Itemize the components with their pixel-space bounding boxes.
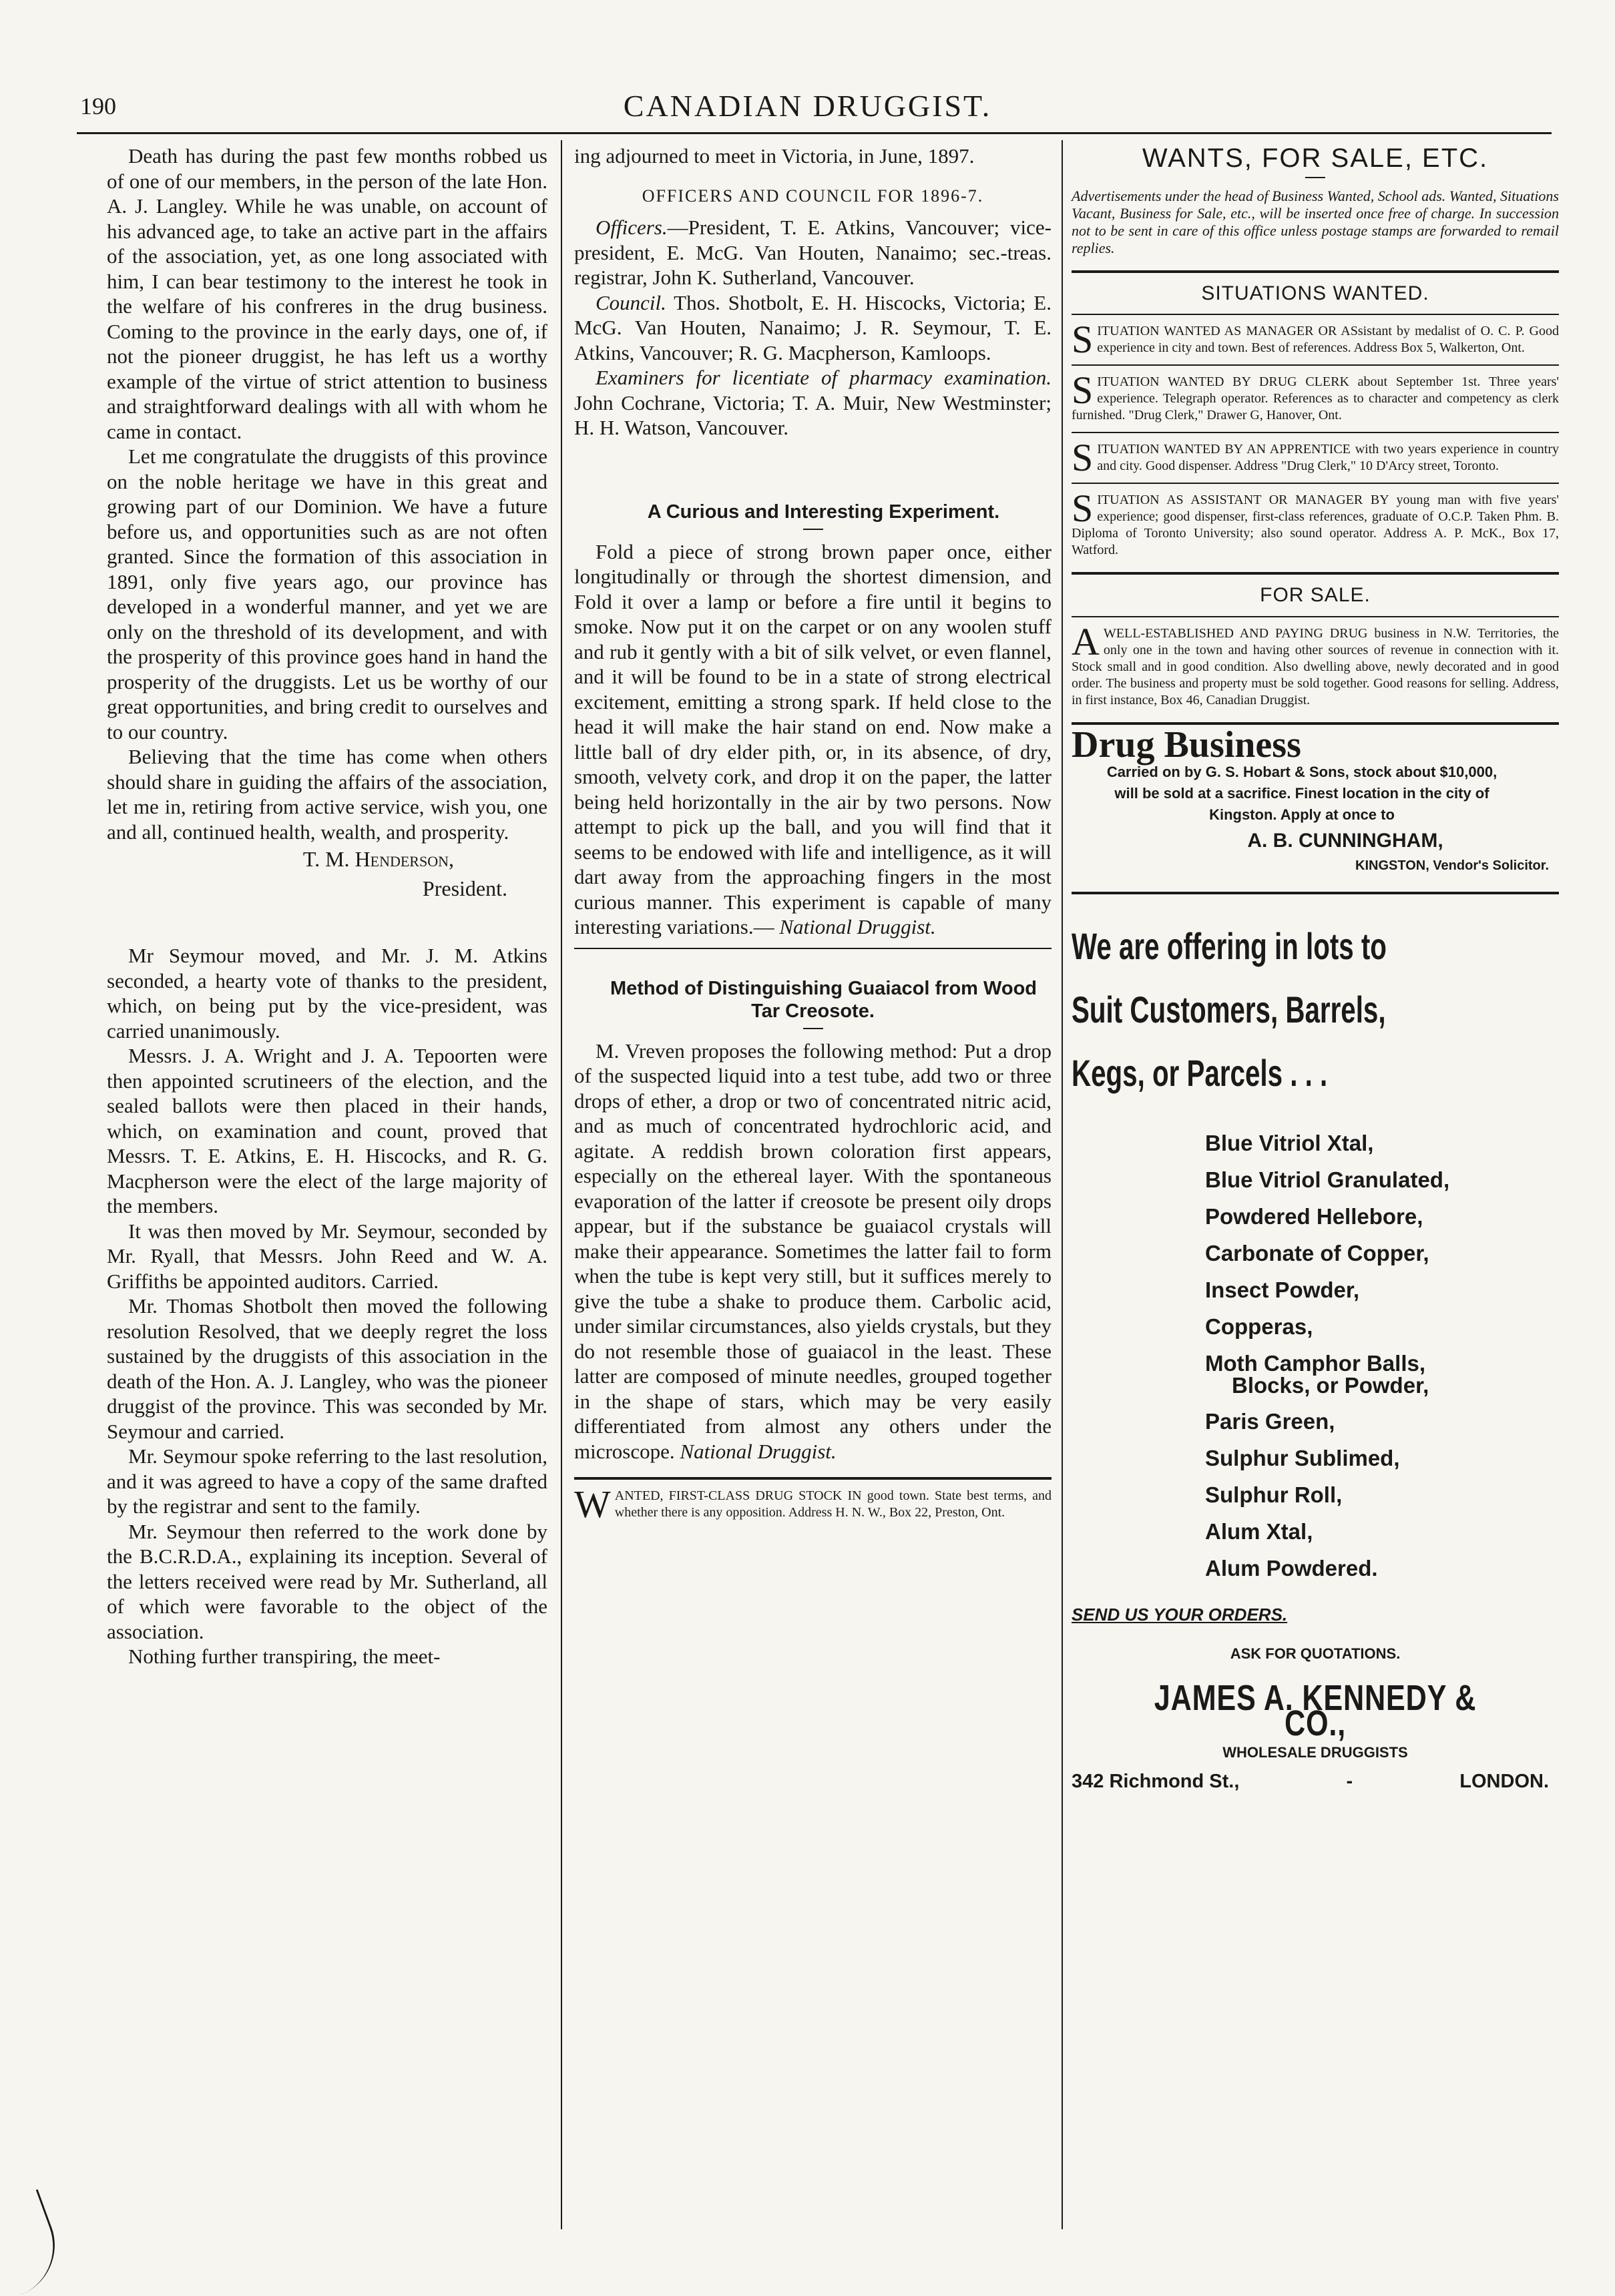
examiners-paragraph: [574, 365, 1052, 441]
council-text: Thos. Shotbolt, E. H. Hiscocks, Victoria; E. McG. Van Houten, Nanaimo; J. R. Seymour, T. E. Atkins, Vancouver; R. G. Macpherson, Kamloops.: [574, 290, 1052, 364]
examiners-text: John Cochrane, Victoria; T. A. Muir, New Westminster; H. H. Watson, Vancouver.: [574, 390, 1052, 439]
list-item: Sulphur Roll,: [1205, 1482, 1343, 1507]
guaiacol-source: National Druggist.: [680, 1439, 837, 1463]
column-3: [1072, 144, 1559, 1794]
offer-heading: [1072, 914, 1423, 1105]
situation-ad: [1072, 487, 1559, 559]
officers-label: Officers.: [596, 216, 668, 239]
signature-title: President.: [422, 876, 507, 900]
heading-dash: [803, 1028, 823, 1029]
drug-business-text: Carried on by G. S. Hobart & Sons, stock about $10,000, will be sold at a sacrifice. Finest location in the city of Kingston. Apply at once to: [1106, 764, 1497, 823]
council-paragraph: [574, 290, 1052, 366]
company-city: LONDON.: [1459, 1770, 1549, 1792]
list-item: Insect Powder,: [1205, 1277, 1360, 1302]
section-rule: [1072, 572, 1559, 575]
experiment-heading: A Curious and Interesting Experiment.: [647, 501, 1000, 523]
send-orders: SEND US YOUR ORDERS.: [1072, 1605, 1288, 1625]
column-divider-2: [1062, 140, 1063, 2229]
signature-name: T. M. Henderson,: [302, 847, 454, 871]
section-rule: [1072, 483, 1559, 484]
company-address-row: [1072, 1769, 1559, 1795]
heading-dash: [803, 529, 823, 530]
column-divider-1: [561, 140, 562, 2229]
column-1: [107, 144, 547, 1669]
section-rule: [1072, 314, 1559, 315]
council-label: Council.: [596, 290, 666, 314]
experiment-paragraph: [574, 539, 1052, 940]
wanted-ad: [574, 1482, 1052, 1526]
offer-line: We are offering in lots to: [1072, 925, 1387, 967]
list-item: Moth Camphor Balls,: [1205, 1351, 1426, 1376]
guaiacol-heading: Method of Distinguishing Guaiacol from Wood Tar Creosote.: [610, 977, 1037, 1022]
officers-heading: OFFICERS AND COUNCIL FOR 1896-7.: [642, 186, 984, 206]
wanted-ad-text: ANTED, FIRST-CLASS DRUG STOCK IN good town. State best terms, and whether there is any opposition. Address H. N. W., Box 22, Preston, Ont.: [614, 1488, 1052, 1520]
paragraph: Mr Seymour moved, and Mr. J. M. Atkins seconded, a hearty vote of thanks to the president, which, on being put by the vice-president, was carried unanimously.: [107, 944, 547, 1043]
list-item: Powdered Hellebore,: [1205, 1204, 1423, 1229]
paragraph: Mr. Seymour spoke referring to the last resolution, and it was agreed to have a copy of the same drafted by the registrar and sent to the family.: [107, 1444, 547, 1518]
experiment-source: National Druggist.: [779, 915, 936, 938]
company-name: JAMES A. KENNEDY & CO.,: [1154, 1678, 1477, 1743]
paragraph: Mr. Thomas Shotbolt then moved the following resolution Resolved, that we deeply regret the loss sustained by the druggists of this association in the death of the Hon. A. J. Langley, who was the pioneer druggist of the province. This was seconded by Mr. Seymour and carried.: [107, 1294, 547, 1443]
guaiacol-text: M. Vreven proposes the following method: Put a drop of the suspected liquid into a test tube, add two or three drops of ether, a drop or two of concentrated nitric acid, and as much of concentrated hydrochloric acid, and agitate. A reddish brown coloration first appears, especially on the ethereal layer. With the spontaneous evaporation of the latter if creosote be present oily drops appear, but if the substance be guaiacol crystals will make their appearance. Sometimes the latter fail to form when the tube is kept very still, but it suffices merely to give the tube a shake to produce them. Carbolic acid, under similar circumstances, also yields crystals, but they do not resemble those of guaiacol in the least. These latter are composed of minute needles, grouped together in the shape of stars, which may be very easily differentiated from almost any others under the microscope.: [574, 1039, 1052, 1463]
paragraph: ing adjourned to meet in Victoria, in June, 1897.: [574, 144, 975, 168]
drop-initial: W: [574, 1482, 611, 1526]
for-sale-heading: FOR SALE.: [1260, 584, 1371, 606]
paragraph: Mr. Seymour then referred to the work done by the B.C.R.D.A., explaining its inception. Several of the letters received were read by Mr. Sutherland, all of which were favorable to the object of the association.: [107, 1519, 547, 1643]
page-corner-mark: [0, 2189, 69, 2296]
ask-quotations: ASK FOR QUOTATIONS.: [1230, 1645, 1401, 1662]
heading-dash: [1305, 177, 1325, 178]
section-rule: [1072, 432, 1559, 433]
list-item: Alum Powdered.: [1205, 1556, 1378, 1581]
list-item: Copperas,: [1205, 1314, 1313, 1339]
guaiacol-paragraph: [574, 1039, 1052, 1464]
list-item: Sulphur Sublimed,: [1205, 1446, 1400, 1470]
wants-intro: Advertisements under the head of Business Wanted, School ads. Wanted, Situations Vacant, Business for Sale, etc., will be inserted once free of charge. In succession not to be sent in care of this office unless postage stamps are forwarded to remail replies.: [1072, 187, 1559, 256]
list-item: Blocks, or Powder,: [1232, 1373, 1429, 1398]
column-2: [574, 144, 1052, 1525]
list-item: Blue Vitriol Granulated,: [1205, 1167, 1450, 1192]
drop-initial: S: [1072, 487, 1094, 530]
drop-initial: A: [1072, 619, 1100, 663]
section-rule: [574, 948, 1052, 949]
examiners-label: Examiners for licentiate of pharmacy examination.: [596, 366, 1052, 389]
drop-initial: S: [1072, 318, 1094, 361]
offer-line: Kegs, or Parcels . . .: [1072, 1052, 1328, 1094]
situation-ad: [1072, 318, 1559, 361]
paragraph: Messrs. J. A. Wright and J. A. Tepoorten were then appointed scrutineers of the election, and the sealed ballots were then placed in their hands, which, on examination and count, proved that Messrs. T. E. Atkins, E. H. Hiscocks, and R. G. Macpherson were the elect of the large majority of the members.: [107, 1044, 547, 1217]
paragraph: Let me congratulate the druggists of this province on the noble heritage we have in this great and growing part of our Dominion. We have a future before us, and opportunities such as are not often granted. Since the formation of this association in 1891, only five years ago, our province has developed in a wonderful manner, and yet we are only on the threshold of its development, and with the prosperity of this province goes hand in hand the prosperity of the druggists. Let us be worthy of our great opportunities, and bring credit to ourselves and to our country.: [107, 445, 547, 744]
experiment-text: Fold a piece of strong brown paper once, either longitudinally or through the shortest dimension, and Fold it over a lamp or before a fire until it begins to smoke. Now put it on the carpet or on any woolen stuff and rub it gently with a bit of silk velvet, or even flannel, and it will be found to be in a state of strong electrical excitement, emitting a strong spark. If held close to the head it will make the hair stand on end. Now make a little ball of dry elder pith, or, in its absence, of dry, smooth, velvety cork, and drop it on the paper, the latter being held horizontally in the air by two persons. Now attempt to pick up the ball, and you will find that it seems to be endowed with life and intelligence, as it will dart away from the approaching fingers in the most curious manner. This experiment is capable of many interesting variations.—: [574, 539, 1052, 938]
page-number: 190: [80, 93, 116, 119]
journal-title: CANADIAN DRUGGIST.: [623, 89, 992, 123]
company-separator: -: [1346, 1770, 1353, 1792]
officers-text: —President, T. E. Atkins, Vancouver; vice-president, E. McG. Van Houten, Nanaimo; sec.-treas. registrar, John K. Sutherland, Vancouver.: [574, 216, 1052, 289]
wants-heading: WANTS, FOR SALE, ETC.: [1142, 144, 1489, 173]
situation-ad: [1072, 368, 1559, 424]
paragraph: Death has during the past few months robbed us of one of our members, in the person of the late Hon. A. J. Langley. While he was unable, on account of his advanced age, to take an active part in the affairs of the association, yet, as one long associated with him, I can bear testimony to the interest he took in the welfare of his confreres in the drug business. Coming to the province in the early days, one of, if not the pioneer druggist, he has left us a worthy example of the virtue of strict attention to business and straightforward dealings with all with whom he came in contact.: [107, 144, 547, 443]
paragraph: Believing that the time has come when others should share in guiding the affairs of the association, let me in, retiring from active service, wish you, one and all, continued health, wealth, and prosperity.: [107, 745, 547, 844]
situation-text: ITUATION AS ASSISTANT OR MANAGER BY young man with five years' experience; good dispenser, first-class references, graduate of O.C.P. Taken Phm. B. Diploma of Toronto University; also sound operator. Address A. P. McK., Box 17, Watford.: [1072, 493, 1559, 557]
list-item: Paris Green,: [1205, 1409, 1335, 1434]
section-rule: [1072, 270, 1559, 273]
company-address: 342 Richmond St.,: [1072, 1770, 1240, 1792]
section-rule: [1072, 616, 1559, 617]
situation-ad: [1072, 436, 1559, 479]
situation-text: ITUATION WANTED BY DRUG CLERK about September 1st. Three years' experience. Telegraph operator. References as to character and competency as clerk furnished. "Drug Clerk," Drawer G, Hanover, Ont.: [1072, 374, 1559, 422]
paragraph: Nothing further transpiring, the meet-: [128, 1645, 441, 1668]
officers-paragraph: [574, 215, 1052, 290]
drug-business-location: KINGSTON, Vendor's Solicitor.: [1355, 858, 1549, 873]
situation-text: ITUATION WANTED BY AN APPRENTICE with two years experience in country and city. Good dispenser. Address "Drug Clerk," 10 D'Arcy street, Toronto.: [1097, 442, 1559, 473]
for-sale-text: WELL-ESTABLISHED AND PAYING DRUG business in N.W. Territories, the only one in the town and having other sources of revenue in connection with it. Stock small and in good condition. Also dwelling above, newly decorated and in good order. The business and property must be sold together. Good reasons for selling. Address, in first instance, Box 46, Canadian Druggist.: [1072, 625, 1559, 707]
drug-business-heading: Drug Business: [1072, 724, 1301, 766]
company-subtitle: WHOLESALE DRUGGISTS: [1222, 1744, 1408, 1761]
paragraph: It was then moved by Mr. Seymour, seconded by Mr. Ryall, that Messrs. John Reed and W. A. Griffiths be appointed auditors. Carried.: [107, 1219, 547, 1293]
list-item: Alum Xtal,: [1205, 1519, 1313, 1544]
section-rule: [1072, 364, 1559, 366]
drug-business-name: A. B. CUNNINGHAM,: [1247, 830, 1443, 852]
situation-text: ITUATION WANTED AS MANAGER OR ASsistant by medalist of O. C. P. Good experience in city and town. Best of references. Address Box 5, Walkerton, Ont.: [1097, 324, 1559, 355]
section-rule: [574, 1477, 1052, 1480]
drop-initial: S: [1072, 436, 1094, 479]
situations-heading: SITUATIONS WANTED.: [1201, 282, 1429, 304]
section-rule: [1072, 892, 1559, 894]
for-sale-ad: [1072, 619, 1559, 709]
drop-initial: S: [1072, 368, 1094, 412]
list-item: Carbonate of Copper,: [1205, 1241, 1429, 1265]
product-list: [1205, 1125, 1559, 1587]
list-item: Blue Vitriol Xtal,: [1205, 1131, 1374, 1155]
offer-line: Suit Customers, Barrels,: [1072, 988, 1386, 1031]
header-rule: [77, 132, 1552, 134]
